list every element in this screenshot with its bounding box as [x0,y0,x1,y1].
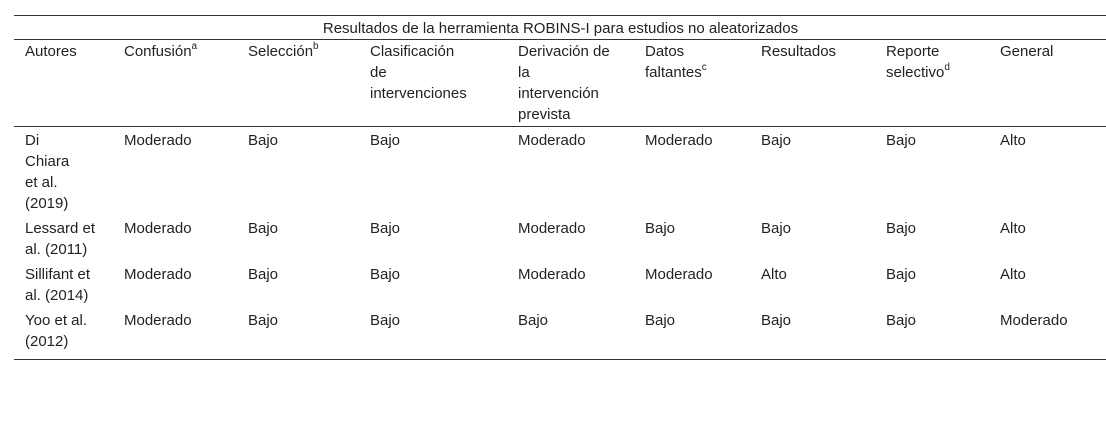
column-header-resultados: Resultados [750,40,875,127]
table-cell: Moderado [645,132,713,149]
table-cell: Moderado [518,220,586,237]
robins-i-table [14,15,1106,360]
column-header-datos-faltantes: Datos faltantes$^c$ [634,40,750,127]
table-cell: Bajo [886,220,917,237]
table-cell: Bajo [886,266,917,283]
table-row [14,262,1106,308]
column-header-row [14,40,1106,127]
footnote-marker-c: c [701,62,707,73]
table-cell: Bajo [370,132,401,149]
column-header-reporte-selectivo: Reporte selectivo$^d$ [875,40,989,127]
table-cell: Bajo [248,220,279,237]
column-header-general: General [989,40,1106,127]
table-row [14,216,1106,262]
table-cell: Alto [1000,220,1026,237]
table-cell: Moderado [518,132,586,149]
table-cell: Bajo [507,308,634,360]
column-header-clasificacion: Clasificación de intervenciones [359,40,507,127]
table-cell: Bajo [761,220,792,237]
table-cell: Moderado [113,308,237,360]
table-cell: Bajo [645,220,676,237]
table-cell: Moderado [124,220,192,237]
table-cell: Moderado [124,132,192,149]
table-cell: Bajo [875,308,989,360]
author-cell: Di Chiara et al. (2019) [25,132,70,212]
table-cell: Bajo [761,132,792,149]
column-header-seleccion: Selección$^b$ [237,40,359,127]
table-row [14,127,1106,217]
author-cell: Lessard et al. (2011) [25,220,96,258]
footnote-marker-a: a [191,41,198,52]
column-header-derivacion: Derivación de la intervención prevista [507,40,634,127]
table-cell: Bajo [359,308,507,360]
table-cell: Bajo [248,266,279,283]
table-cell: Bajo [370,220,401,237]
column-header-autores: Autores [14,40,113,127]
table-cell: Bajo [750,308,875,360]
table-cell: Moderado [124,266,192,283]
table-cell: Bajo [237,308,359,360]
robins-i-table-container [14,15,1106,360]
table-cell: Alto [1000,132,1026,149]
table-cell: Bajo [634,308,750,360]
table-title: Resultados de la herramienta ROBINS-I para estudios no aleatorizados [14,16,1106,40]
author-cell: Sillifant et al. (2014) [25,266,91,304]
footnote-marker-b: b [313,41,319,52]
table-cell: Moderado [645,266,713,283]
table-cell: Bajo [886,132,917,149]
table-cell: Bajo [248,132,279,149]
author-cell: Yoo et al. (2012) [14,308,113,360]
column-header-confusion: Confusión$^a$ [113,40,237,127]
table-cell: Moderado [989,308,1106,360]
table-cell: Alto [761,266,787,283]
table-cell: Alto [1000,266,1026,283]
table-cell: Moderado [518,266,586,283]
table-cell: Bajo [370,266,401,283]
table-row [14,308,1106,360]
footnote-marker-d: d [944,62,950,73]
